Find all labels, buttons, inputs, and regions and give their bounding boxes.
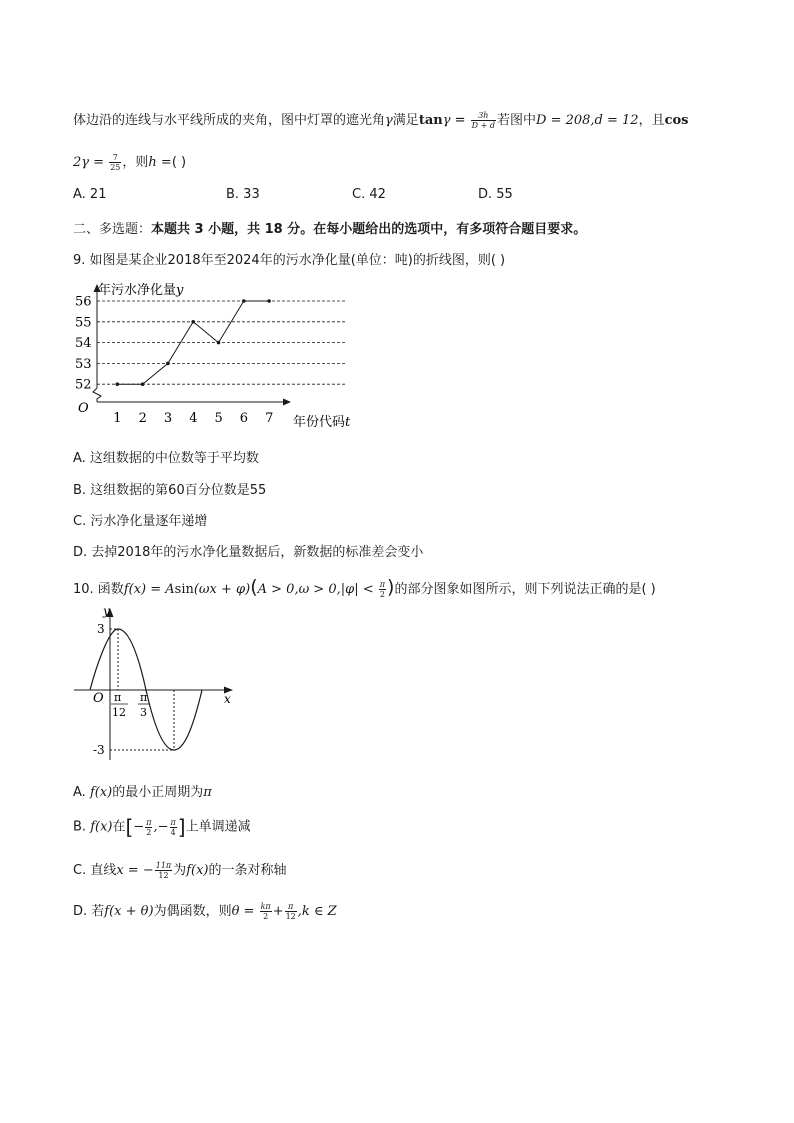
x-tick-label-2: 2 [138,411,147,426]
tick-pi3-den: 3 [140,706,147,719]
y-max-label: 3 [97,622,105,636]
chart-plot-area [75,284,347,426]
data-point-4 [191,320,195,324]
chart-xlabel: 年份代码t [293,415,351,428]
q8-option-c[interactable]: C. 42 [352,187,386,202]
x-axis-label: x [224,692,231,706]
q10-stem: 10. 函数f(x) = Asin(ωx + φ)(A > 0,ω > 0,|φ| < $\frac{\pi}{2}$ )的部分图象如图所示，则下列说法正确的是( ) [73,576,656,599]
data-point-5 [217,341,221,345]
q10-option-a[interactable]: A. f(x)的最小正周期为π [73,785,212,800]
q8-line1: 体边沿的连线与水平线所成的夹角，图中灯罩的遮光角γ满足tanγ = $\frac{3h}{D + d}$ 若图中D = 208,d = 12，且cos [73,111,689,130]
q10-option-c[interactable]: C. 直线x = − $\frac{11\pi}{12}$ 为f(x)的一条对称轴 [73,861,287,880]
y-tick-label-54: 54 [75,336,92,352]
graph-origin: O [93,691,104,706]
chart-origin: O [78,401,89,416]
q9-option-a[interactable]: A. 这组数据的中位数等于平均数 [73,451,259,466]
cos-fraction: $\frac{7}{25}$ [110,153,121,172]
x-tick-label-5: 5 [214,411,223,426]
q8-option-d[interactable]: D. 55 [478,187,513,202]
y-tick-label-55: 55 [75,315,92,331]
tan-fraction: $\frac{3h}{D + d}$ [471,111,495,130]
tick-pi3-num: π [140,691,148,704]
data-point-2 [141,382,145,386]
data-point-7 [267,299,271,303]
y-tick-label-53: 53 [75,356,92,372]
q8-option-b[interactable]: B. 33 [226,187,260,202]
section-heading: 二、多选题：本题共 3 小题，共 18 分。在每小题给出的选项中，有多项符合题目要求。 [73,222,587,237]
q9-option-b[interactable]: B. 这组数据的第60百分位数是55 [73,483,267,498]
q10-sine-graph [70,602,240,764]
x-tick-label-4: 4 [189,411,198,426]
data-point-6 [242,299,246,303]
q10-option-d[interactable]: D. 若f(x + θ)为偶函数，则θ = $\frac{k\pi}{2}$ + $\frac{\pi}{12}$ ,k ∈ Z [73,902,337,921]
chart-ylabel: 年污水净化量y [98,283,184,298]
tick-pi12-num: π [114,691,122,704]
x-tick-label-7: 7 [265,411,274,426]
data-point-3 [166,362,170,366]
q9-line-chart [75,278,375,428]
q8-line2: 2γ = $\frac{7}{25}$ ，则h =( ) [73,153,187,172]
axis-break-icon [93,388,101,402]
x-tick-label-1: 1 [113,411,122,426]
q9-stem: 9. 如图是某企业2018年至2024年的污水净化量(单位：吨)的折线图，则( ) [73,253,506,268]
x-tick-label-6: 6 [239,411,249,426]
y-axis-label: y [103,604,110,618]
x-tick-label-3: 3 [163,411,173,426]
y-min-label: -3 [93,743,105,757]
q8-option-a[interactable]: A. 21 [73,187,107,202]
data-point-1 [116,382,120,386]
q9-option-c[interactable]: C. 污水净化量逐年递增 [73,514,208,529]
q9-option-d[interactable]: D. 去掉2018年的污水净化量数据后，新数据的标准差会变小 [73,545,424,560]
y-tick-label-56: 56 [75,294,92,310]
y-tick-label-52: 52 [75,377,92,393]
q10-option-b[interactable]: B. f(x)在[− $\frac{\pi}{2}$ ,− $\frac{\pi}{4}$ ]上单调递减 [73,815,251,839]
tick-pi12-den: 12 [112,706,126,719]
x-axis-arrow-icon [283,399,291,406]
